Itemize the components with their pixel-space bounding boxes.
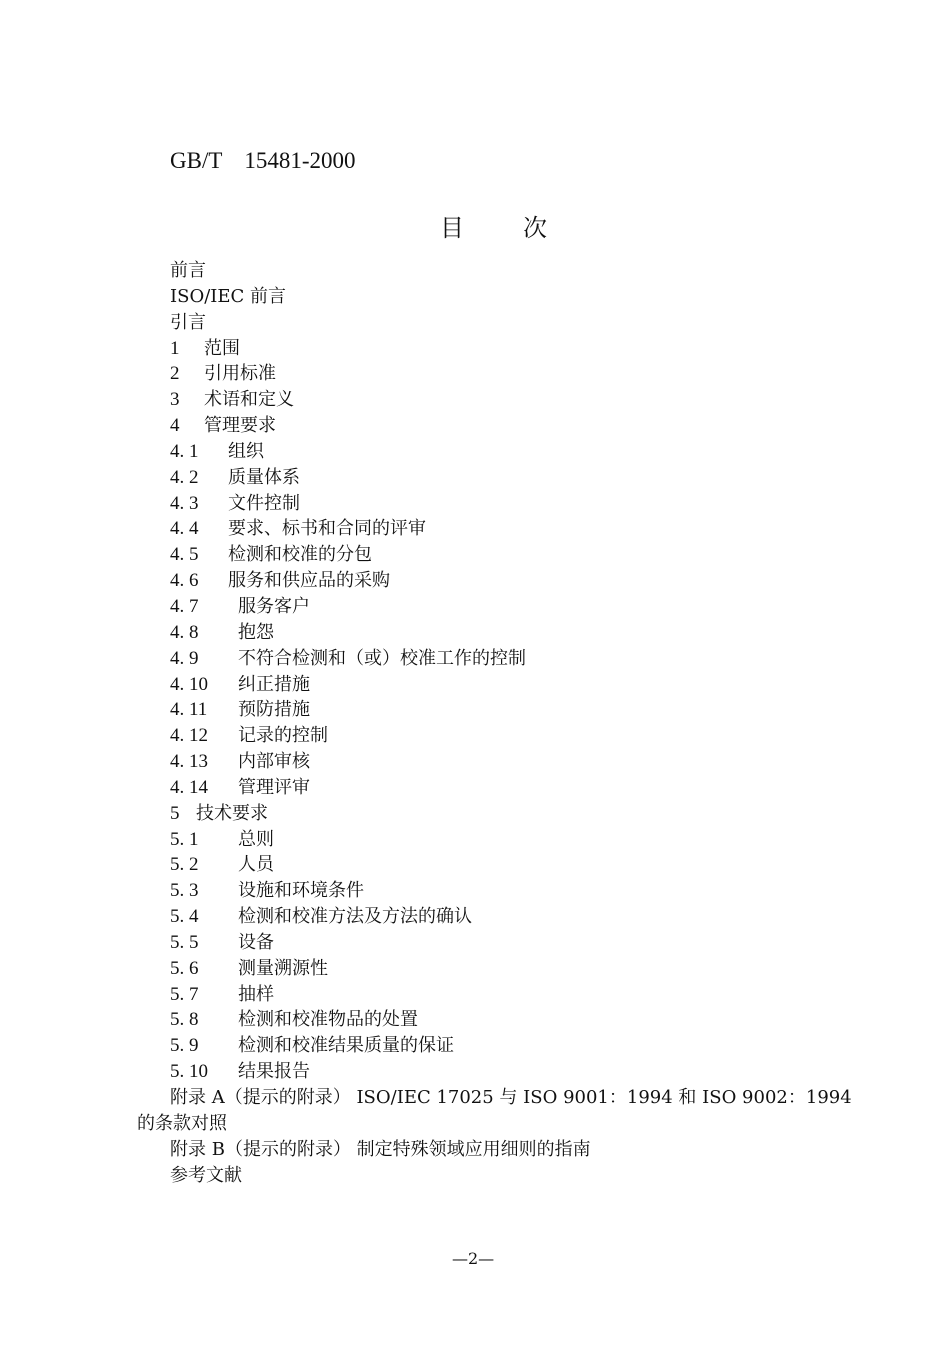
toc-entry[interactable] [0,852,950,878]
toc-entry[interactable] [0,827,950,853]
toc-entry-number: 4. 14 [170,776,208,798]
toc-entry-number: 4. 3 [170,492,199,514]
toc-entry[interactable] [0,491,950,517]
toc-entry-title: 总则 [238,828,274,850]
toc-entry-title: 引言 [170,311,206,333]
toc-entry-title: 抽样 [238,983,274,1005]
toc-entry[interactable] [0,1059,950,1085]
toc-entry[interactable] [0,568,950,594]
toc-entry-title: 组织 [228,440,264,462]
toc-entry-title: ISO/IEC 前言 [170,285,287,307]
toc-entry-number: 5. 5 [170,931,199,953]
toc-entry-title: 检测和校准物品的处置 [238,1009,418,1031]
references-entry[interactable] [0,1163,950,1189]
toc-entry-number: 5. 4 [170,906,199,928]
toc-entry-number: 4. 5 [170,544,199,566]
page-number: —2— [452,1249,495,1268]
toc-entry[interactable] [0,646,950,672]
toc-entry[interactable] [0,310,950,336]
table-of-contents [0,258,950,1188]
toc-entry-number: 4. 6 [170,570,199,592]
toc-entry[interactable] [0,387,950,413]
toc-entry-title: 纠正措施 [238,673,310,695]
toc-entry-title: 范围 [204,337,240,359]
standard-number [170,148,378,174]
toc-entry-number: 5. 6 [170,957,199,979]
toc-entry-title: 文件控制 [228,492,300,514]
toc-entry-number: 4. 9 [170,647,199,669]
toc-entry[interactable] [0,1007,950,1033]
toc-entry[interactable] [0,465,950,491]
toc-entry-number: 5 [170,802,180,824]
toc-entry-title: 记录的控制 [238,725,328,747]
toc-entry-title: 人员 [238,854,274,876]
toc-entry-title: 抱怨 [238,621,274,643]
toc-entry-number: 4 [170,415,180,437]
toc-entry[interactable] [0,723,950,749]
toc-entry-number: 5. 10 [170,1061,208,1083]
references-entry-text: 参考文献 [170,1164,242,1186]
toc-entry[interactable] [0,516,950,542]
toc-entry-number: 5. 1 [170,828,199,850]
toc-entry[interactable] [0,413,950,439]
toc-entry-number: 4. 7 [170,595,199,617]
toc-entry[interactable] [0,594,950,620]
toc-entry-title: 不符合检测和（或）校准工作的控制 [238,647,526,669]
toc-entry-number: 2 [170,363,180,385]
toc-entry[interactable] [0,878,950,904]
toc-entry-number: 4. 10 [170,673,208,695]
toc-entry-title: 设备 [238,931,274,953]
annex-a-entry-continued[interactable] [0,1111,950,1137]
toc-entry-number: 4. 1 [170,440,199,462]
toc-entry[interactable] [0,775,950,801]
toc-entry-title: 设施和环境条件 [238,880,364,902]
toc-entry-title: 术语和定义 [204,389,294,411]
toc-entry[interactable] [0,672,950,698]
standard-code: GB/T [170,148,223,173]
toc-entry[interactable] [0,697,950,723]
toc-entry-title: 质量体系 [228,466,300,488]
toc-entry[interactable] [0,904,950,930]
toc-entry-number: 4. 4 [170,518,199,540]
toc-entry-title: 检测和校准结果质量的保证 [238,1035,454,1057]
toc-entry-number: 4. 11 [170,699,208,721]
toc-entry-title: 检测和校准的分包 [228,544,372,566]
standard-id: 15481-2000 [244,148,356,173]
toc-entry-number: 5. 7 [170,983,199,1005]
title-char-2: 次 [523,214,547,242]
annex-a-entry-text: 附录 A（提示的附录） ISO/IEC 17025 与 ISO 9001：1994 和 ISO 9002：1994 [170,1087,852,1108]
annex-b-entry-text: 附录 B（提示的附录） 制定特殊领域应用细则的指南 [170,1138,591,1160]
toc-entry[interactable] [0,542,950,568]
toc-entry-title: 预防措施 [238,699,310,721]
toc-entry[interactable] [0,982,950,1008]
toc-entry[interactable] [0,749,950,775]
toc-entry-title: 结果报告 [238,1061,310,1083]
toc-entry-number: 5. 9 [170,1035,199,1057]
toc-entry-title: 管理要求 [204,415,276,437]
toc-entry-title: 前言 [170,260,206,281]
toc-entry-number: 4. 13 [170,751,208,773]
toc-entry-number: 5. 3 [170,880,199,902]
toc-entry[interactable] [0,1033,950,1059]
toc-entry-number: 4. 2 [170,466,199,488]
toc-entry-number: 5. 8 [170,1009,199,1031]
toc-entry[interactable] [0,620,950,646]
toc-entry[interactable] [0,439,950,465]
toc-entry-title: 技术要求 [196,802,268,824]
toc-entry-number: 3 [170,389,180,411]
toc-entry-title: 管理评审 [238,776,310,798]
toc-entry-number: 4. 12 [170,725,208,747]
toc-entry[interactable] [0,284,950,310]
toc-entry-title: 测量溯源性 [238,957,328,979]
toc-entry-number: 1 [170,337,180,359]
title-char-1: 目 [440,214,464,242]
toc-entry-title: 检测和校准方法及方法的确认 [238,906,472,928]
toc-entry-title: 内部审核 [238,751,310,773]
toc-entry-title: 引用标准 [204,363,276,385]
toc-entry[interactable] [0,956,950,982]
toc-entry[interactable] [0,930,950,956]
toc-entry[interactable] [0,336,950,362]
toc-entry-title: 服务客户 [238,595,310,617]
annex-b-entry[interactable] [0,1137,950,1163]
toc-entry[interactable] [0,258,950,284]
toc-entry[interactable] [0,361,950,387]
toc-entry-title: 要求、标书和合同的评审 [228,518,426,540]
toc-entry[interactable] [0,801,950,827]
toc-entry-title: 服务和供应品的采购 [228,570,390,592]
annex-a-entry-continued-text: 的条款对照 [137,1112,227,1134]
annex-a-entry[interactable] [0,1085,950,1111]
toc-entry-number: 5. 2 [170,854,199,876]
toc-entry-number: 4. 8 [170,621,199,643]
